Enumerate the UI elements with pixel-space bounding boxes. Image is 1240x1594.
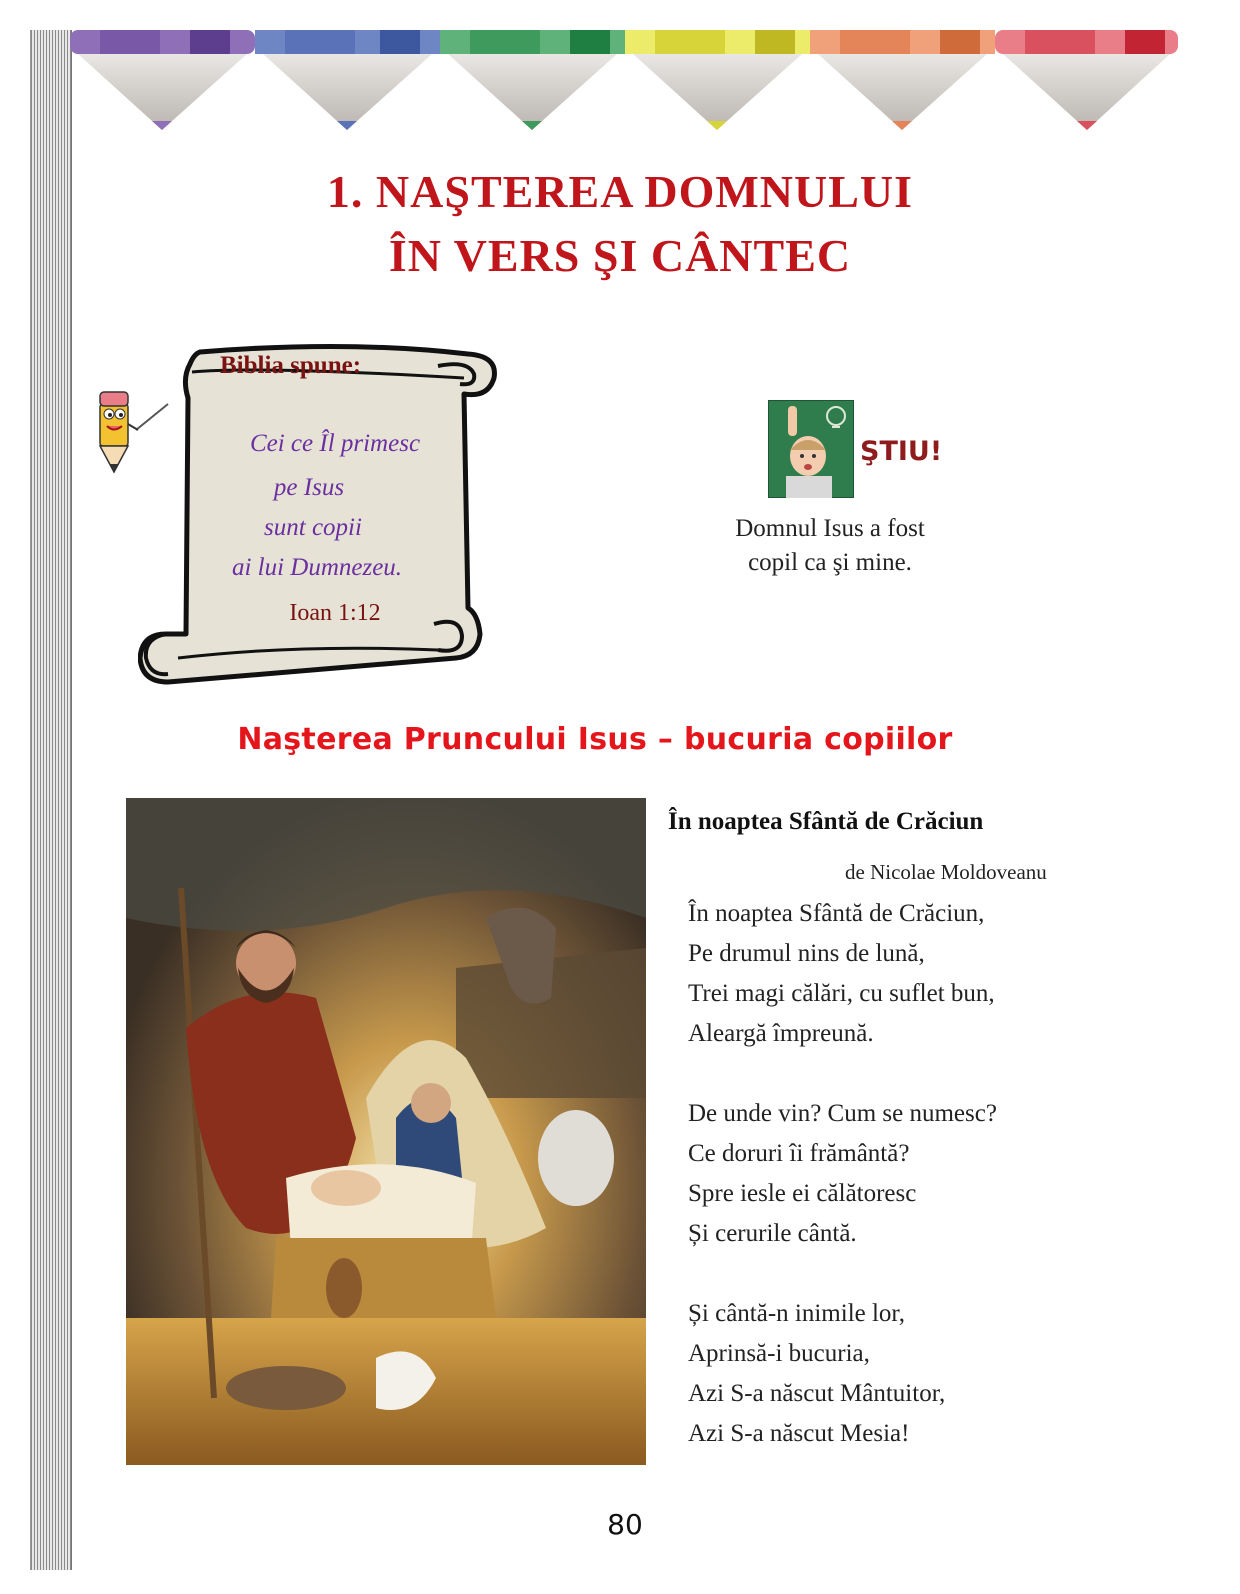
section-subtitle: Naşterea Pruncului Isus – bucuria copiilor — [237, 722, 953, 757]
poem-title: În noaptea Sfântă de Crăciun — [668, 808, 984, 835]
verse-line-1: Cei ce Îl primesc — [249, 430, 421, 457]
poem-line: Aprinsă-i bucuria, — [688, 1340, 870, 1367]
poem-stanza-3 — [688, 1294, 945, 1454]
verse-reference: Ioan 1:12 — [289, 600, 381, 626]
bible-says-label: Biblia spune: — [220, 352, 362, 379]
pencil-orange — [810, 30, 995, 130]
poem-line: Ce doruri îi frământă? — [688, 1140, 910, 1167]
pencil-yellow — [625, 30, 810, 130]
pencil-purple — [70, 30, 255, 130]
fact-text-line2: copil ca şi mine. — [748, 549, 912, 576]
pencil-green — [440, 30, 625, 130]
page-number: 80 — [607, 1508, 643, 1541]
verse-line-2: pe Isus — [273, 474, 345, 501]
poem-line: Azi S-a născut Mântuitor, — [688, 1380, 946, 1407]
poem-line: De unde vin? Cum se numesc? — [688, 1100, 997, 1127]
fact-text — [680, 512, 980, 580]
child-raising-hand-photo — [768, 400, 854, 498]
poem-author: de Nicolae Moldoveanu — [845, 860, 1047, 884]
poem-line: Azi S-a născut Mesia! — [688, 1420, 910, 1447]
poem-line: Aleargă împreună. — [688, 1020, 874, 1047]
poem-line: Și cerurile cântă. — [688, 1220, 857, 1247]
poem-line: Trei magi călări, cu suflet bun, — [688, 980, 995, 1007]
page-title-line1: 1. NAŞTEREA DOMNULUI — [326, 166, 914, 217]
verse-line-4: ai lui Dumnezeu. — [231, 554, 403, 581]
i-know-badge: ŞTIU! — [860, 436, 943, 467]
page-title — [0, 160, 1240, 288]
nativity-painting — [126, 798, 646, 1465]
poem-stanza-1 — [688, 894, 995, 1054]
verse-line-3: sunt copii — [264, 514, 362, 541]
poem-line: Spre iesle ei călătoresc — [688, 1180, 917, 1207]
poem-line: În noaptea Sfântă de Crăciun, — [688, 900, 985, 927]
colored-pencils-decoration — [70, 30, 1178, 138]
poem-line: Pe drumul nins de lună, — [688, 940, 925, 967]
pencil-blue — [255, 30, 440, 130]
page-title-line2: ÎN VERS ŞI CÂNTEC — [388, 230, 852, 281]
pencil-red — [995, 30, 1178, 130]
poem-line: Și cântă-n inimile lor, — [688, 1300, 906, 1327]
poem-stanza-2 — [688, 1094, 997, 1254]
fact-text-line1: Domnul Isus a fost — [735, 515, 925, 542]
